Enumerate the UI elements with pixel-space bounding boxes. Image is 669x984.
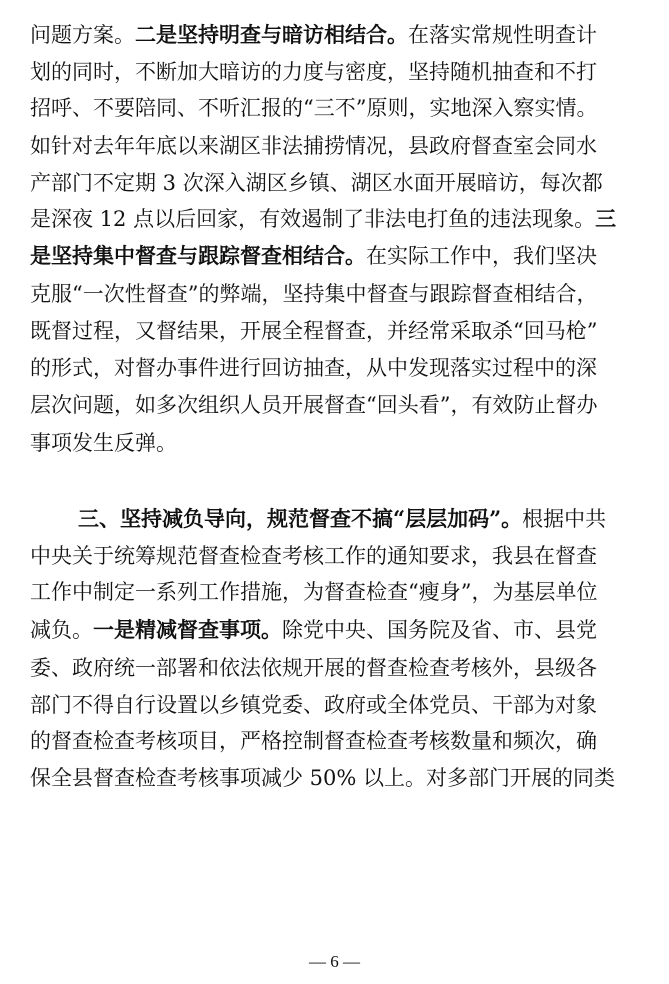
text-line xyxy=(30,617,640,643)
text-line xyxy=(30,392,640,418)
text-segment: 克服“一次性督查”的弊端，坚持集中督查与跟踪督查相结合， xyxy=(30,282,598,306)
text-line xyxy=(30,59,640,85)
bold-phrase: 三 xyxy=(595,206,617,231)
text-segment: 既督过程，又督结果，开展全程督查，并经常采取杀“回马枪” xyxy=(30,319,598,343)
text-line xyxy=(30,655,640,681)
text-segment: 是深夜 12 点以后回家，有效遏制了非法电打鱼的违法现象。 xyxy=(30,207,596,231)
text-line xyxy=(30,430,640,456)
section-heading-line xyxy=(78,506,640,532)
text-line xyxy=(30,355,640,381)
text-segment: 的形式，对督办事件进行回访抽查，从中发现落实过程中的深 xyxy=(30,356,597,380)
text-segment: 事项发生反弹。 xyxy=(30,431,177,455)
text-line xyxy=(30,543,640,569)
text-segment: 根据中共 xyxy=(522,507,607,531)
text-line xyxy=(30,728,640,754)
text-segment: 在落实常规性明查计 xyxy=(408,23,597,47)
text-segment: 产部门不定期 3 次深入湖区乡镇、湖区水面开展暗访，每次都 xyxy=(30,171,603,195)
text-segment: 除党中央、国务院及省、市、县党 xyxy=(282,618,597,642)
text-line xyxy=(30,318,640,344)
text-segment: 工作中制定一系列工作措施，为督查检查“瘦身”，为基层单位 xyxy=(30,580,598,604)
text-segment: 招呼、不要陪同、不听汇报的“三不”原则，实地深入察实情。 xyxy=(30,96,598,120)
page-number: — 6 — xyxy=(309,952,360,971)
text-segment: 委、政府统一部署和依法依规开展的督查检查考核外，县级各 xyxy=(30,656,597,680)
text-segment: 中央关于统筹规范督查检查考核工作的通知要求，我县在督查 xyxy=(30,544,597,568)
text-line xyxy=(30,95,640,121)
text-segment: 问题方案。 xyxy=(30,23,135,47)
text-line xyxy=(30,206,640,232)
text-segment: 如针对去年年底以来湖区非法捕捞情况，县政府督查室会同水 xyxy=(30,134,597,158)
text-segment: 划的同时，不断加大暗访的力度与密度，坚持随机抽查和不打 xyxy=(30,60,597,84)
bold-phrase: 一是精减督查事项。 xyxy=(93,617,282,642)
bold-phrase: 是坚持集中督查与跟踪督查相结合。 xyxy=(30,243,366,268)
bold-phrase: 二是坚持明查与暗访相结合。 xyxy=(135,22,408,47)
text-line xyxy=(30,765,640,791)
text-line xyxy=(30,170,640,196)
text-segment: 的督查检查考核项目，严格控制督查检查考核数量和频次，确 xyxy=(30,729,597,753)
text-segment: 保全县督查检查考核事项减少 50% 以上。对多部门开展的同类 xyxy=(30,766,616,790)
text-line xyxy=(30,692,640,718)
text-line xyxy=(30,579,640,605)
text-segment: 部门不得自行设置以乡镇党委、政府或全体党员、干部为对象 xyxy=(30,693,597,717)
text-segment: 在实际工作中，我们坚决 xyxy=(366,244,597,268)
text-line xyxy=(30,243,640,269)
text-line xyxy=(30,281,640,307)
text-line xyxy=(30,133,640,159)
text-segment: 减负。 xyxy=(30,618,93,642)
bold-phrase: 三、坚持减负导向，规范督查不搞“层层加码”。 xyxy=(78,506,523,531)
text-segment: 层次问题，如多次组织人员开展督查“回头看”，有效防止督办 xyxy=(30,393,598,417)
text-line xyxy=(30,22,640,48)
